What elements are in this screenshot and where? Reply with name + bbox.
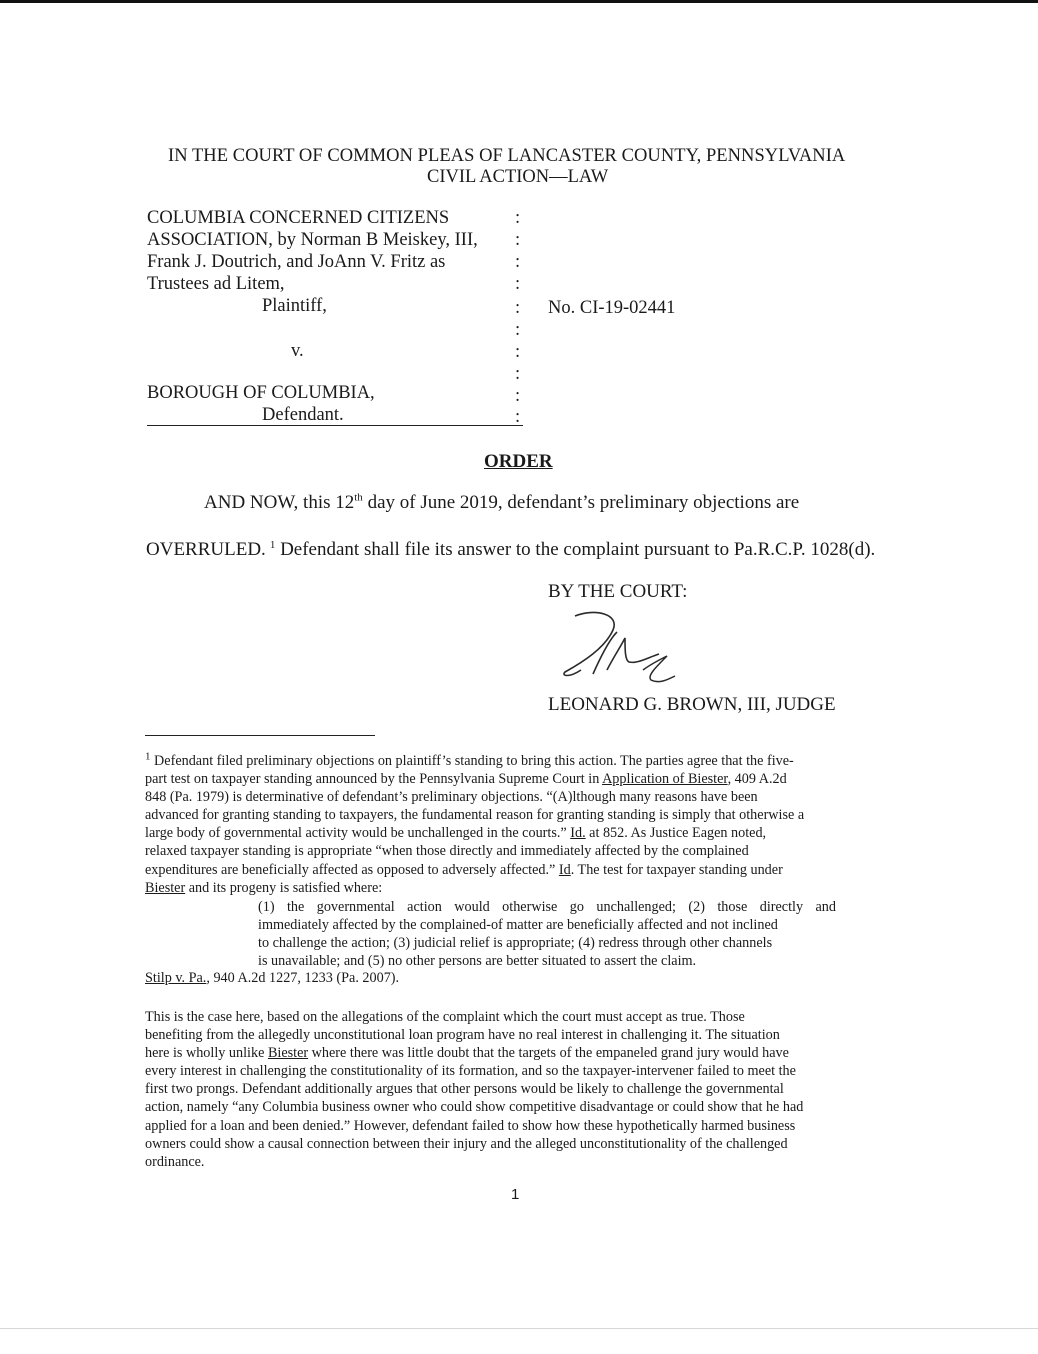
footnote-body: $^1$ Defendant filed preliminary objections on plaintiff’s standing to bring this action. The parties agree that the five- part test on taxpayer standing announced by the Pennsylvania Supreme Court in Application of Biester, 409 A.2d 848 (Pa. 1979) is determinative of defendant’s preliminary objections. “(A)lthough many reasons have been advanced for granting standing to taxpayers, the fundamental reason for granting standing is simply that otherwise a large body of governmental activity would be unchallenged in the courts.” Id. at 852. As Justice Eagen noted, relaxed taxpayer standing is appropriate “when those directly and immediately affected by the complained expenditures are beneficially affected as opposed to adversely affected.” Id. The test for taxpayer standing under Biester and its progeny is satisfied where:: [145, 750, 805, 896]
plaintiff-line-1: COLUMBIA CONCERNED CITIZENS: [147, 208, 450, 228]
caption-colon: :: [515, 230, 521, 250]
by-the-court: BY THE COURT:: [548, 581, 688, 602]
judge-signature: [555, 604, 685, 694]
plaintiff-line-4: Trustees ad Litem,: [147, 274, 285, 294]
footnote-marker: 1: [145, 750, 151, 763]
caption-colon: :: [515, 252, 521, 272]
case-number: No. CI-19-02441: [548, 298, 676, 318]
scan-bottom-edge: [0, 1328, 1038, 1329]
caption-colon: :: [515, 342, 521, 362]
caption-underline: [147, 425, 523, 426]
defendant-role: Defendant.: [262, 405, 344, 425]
versus: v.: [291, 341, 304, 361]
footnote-paragraph-2: This is the case here, based on the allegations of the complaint which the court must accept as true. Those benefiting from the allegedly unconstitutional loan program have no real interest in challenging it. The situation here is wholly unlike Biester where there was little doubt that the targets of the empaneled grand jury would have every interest in challenging the constitutionality of its formation, and so the taxpayer-intervener failed to meet the first two prongs. Defendant additionally argues that other persons would be likely to challenge the governmental action, namely “any Columbia business owner who could show competitive disadvantage or could show that he had applied for a loan and been denied.” However, defendant failed to show how these hypothetically harmed business owners could show a causal connection between their injury and the alleged unconstitutionality of the challenged ordinance.: [145, 1009, 804, 1170]
page-number: 1: [511, 1186, 520, 1203]
judge-name: LEONARD G. BROWN, III, JUDGE: [548, 694, 836, 715]
caption-colon: :: [515, 208, 521, 228]
caption-colon: :: [515, 320, 521, 340]
scan-top-edge: [0, 0, 1038, 3]
order-title: ORDER: [484, 451, 553, 472]
action-heading: CIVIL ACTION—LAW: [427, 167, 609, 187]
defendant-name: BOROUGH OF COLUMBIA,: [147, 383, 375, 403]
order-line-1: AND NOW, this 12th day of June 2019, defendant’s preliminary objections are: [204, 491, 800, 513]
caption-colon: :: [515, 298, 521, 318]
plaintiff-line-3: Frank J. Doutrich, and JoAnn V. Fritz as: [147, 252, 446, 272]
order-line-2: OVERRULED. $^1$ Defendant shall file its answer to the complaint pursuant to Pa.R.C.P. 1028(d).: [146, 538, 876, 560]
caption-colon: :: [515, 274, 521, 294]
footnote-citation: Stilp v. Pa., 940 A.2d 1227, 1233 (Pa. 2007).: [145, 970, 400, 986]
plaintiff-line-2: ASSOCIATION, by Norman B Meiskey, III,: [147, 230, 478, 250]
court-heading: IN THE COURT OF COMMON PLEAS OF LANCASTER COUNTY, PENNSYLVANIA: [168, 146, 846, 166]
plaintiff-role: Plaintiff,: [262, 296, 327, 316]
footnote-rule: [145, 735, 375, 736]
caption-colon: :: [515, 407, 521, 427]
caption-colon: :: [515, 364, 521, 384]
footnote-ref: 1: [269, 538, 276, 551]
caption-colon: :: [515, 386, 521, 406]
footnote-quote: (1) the governmental action would otherwise go unchallenged; (2) those directly and immediately affected by the complained-of matter are beneficially affected and not inclined to challenge the action; (3) judicial relief is appropriate; (4) redress through other channels is unavailable; and (5) no other persons are better situated to assert the claim.: [258, 899, 836, 970]
